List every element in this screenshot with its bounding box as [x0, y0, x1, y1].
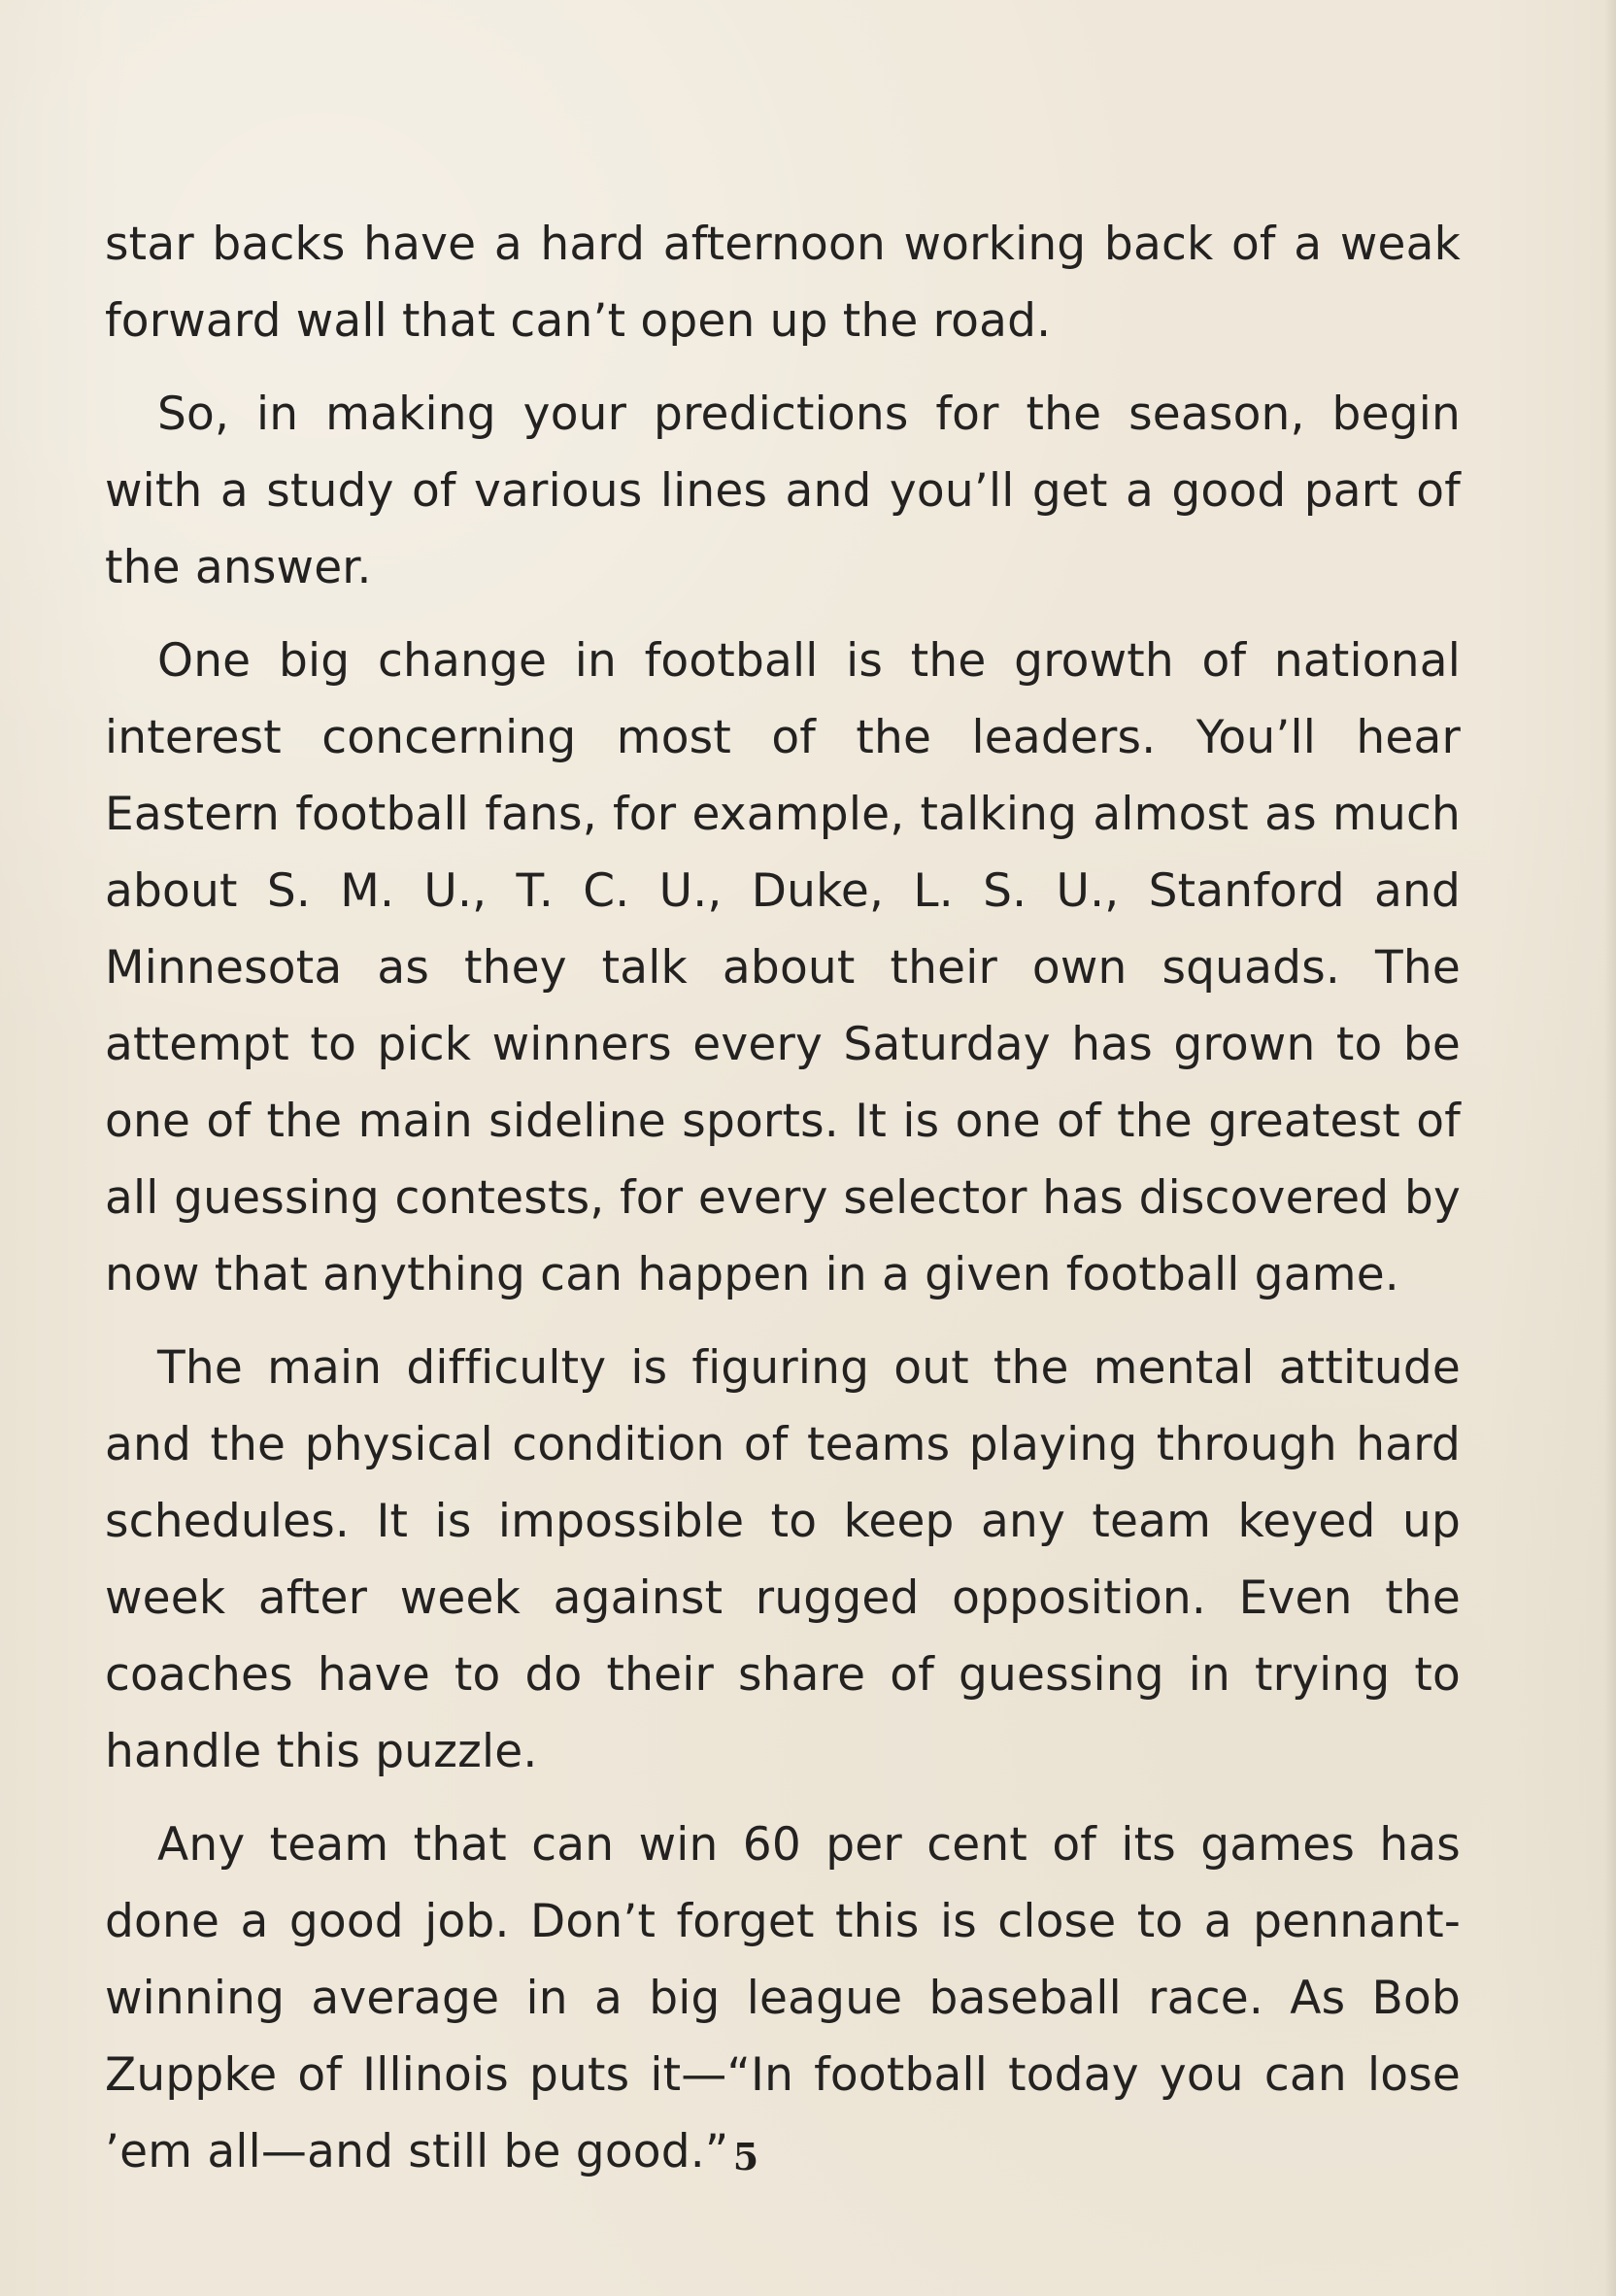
- paragraph-3: One big change in football is the growth of national interest concerning most of the leaders. You’ll hear Eastern football fans, for example, talking almost as much about S. M. U., T. C. U., Duke, L. S. U., Stanford and Minnesota as they talk about their own squads. The attempt to pick winners every Saturday has grown to be one of the main sideline sports. It is one of the greatest of all guessing contests, for every selector has discovered by now that anything can happen in a given football game.: [105, 634, 1461, 1301]
- paragraph-4: The main difficulty is figuring out the mental attitude and the physical condition of teams playing through hard schedules. It is impossible to keep any team keyed up week after week against rugged opposition. Even the coaches have to do their share of guessing in trying to handle this puzzle.: [105, 1341, 1461, 1778]
- page-edge-shadow: [1604, 0, 1616, 2296]
- paragraph-1: star backs have a hard afternoon working back of a weak forward wall that can’t open up the road.: [105, 218, 1461, 348]
- page-number: 5: [732, 2135, 759, 2178]
- paragraph-2: So, in making your predictions for the season, begin with a study of various lines and you’ll get a good part of the answer.: [105, 388, 1461, 594]
- paragraph-5: Any team that can win 60 per cent of its games has done a good job. Don’t forget this is close to a pennant-winning average in a big league baseball race. As Bob Zuppke of Illinois puts it—“In football today you can lose ’em all—and still be good.”: [105, 1818, 1461, 2178]
- page-body: [105, 206, 1461, 2207]
